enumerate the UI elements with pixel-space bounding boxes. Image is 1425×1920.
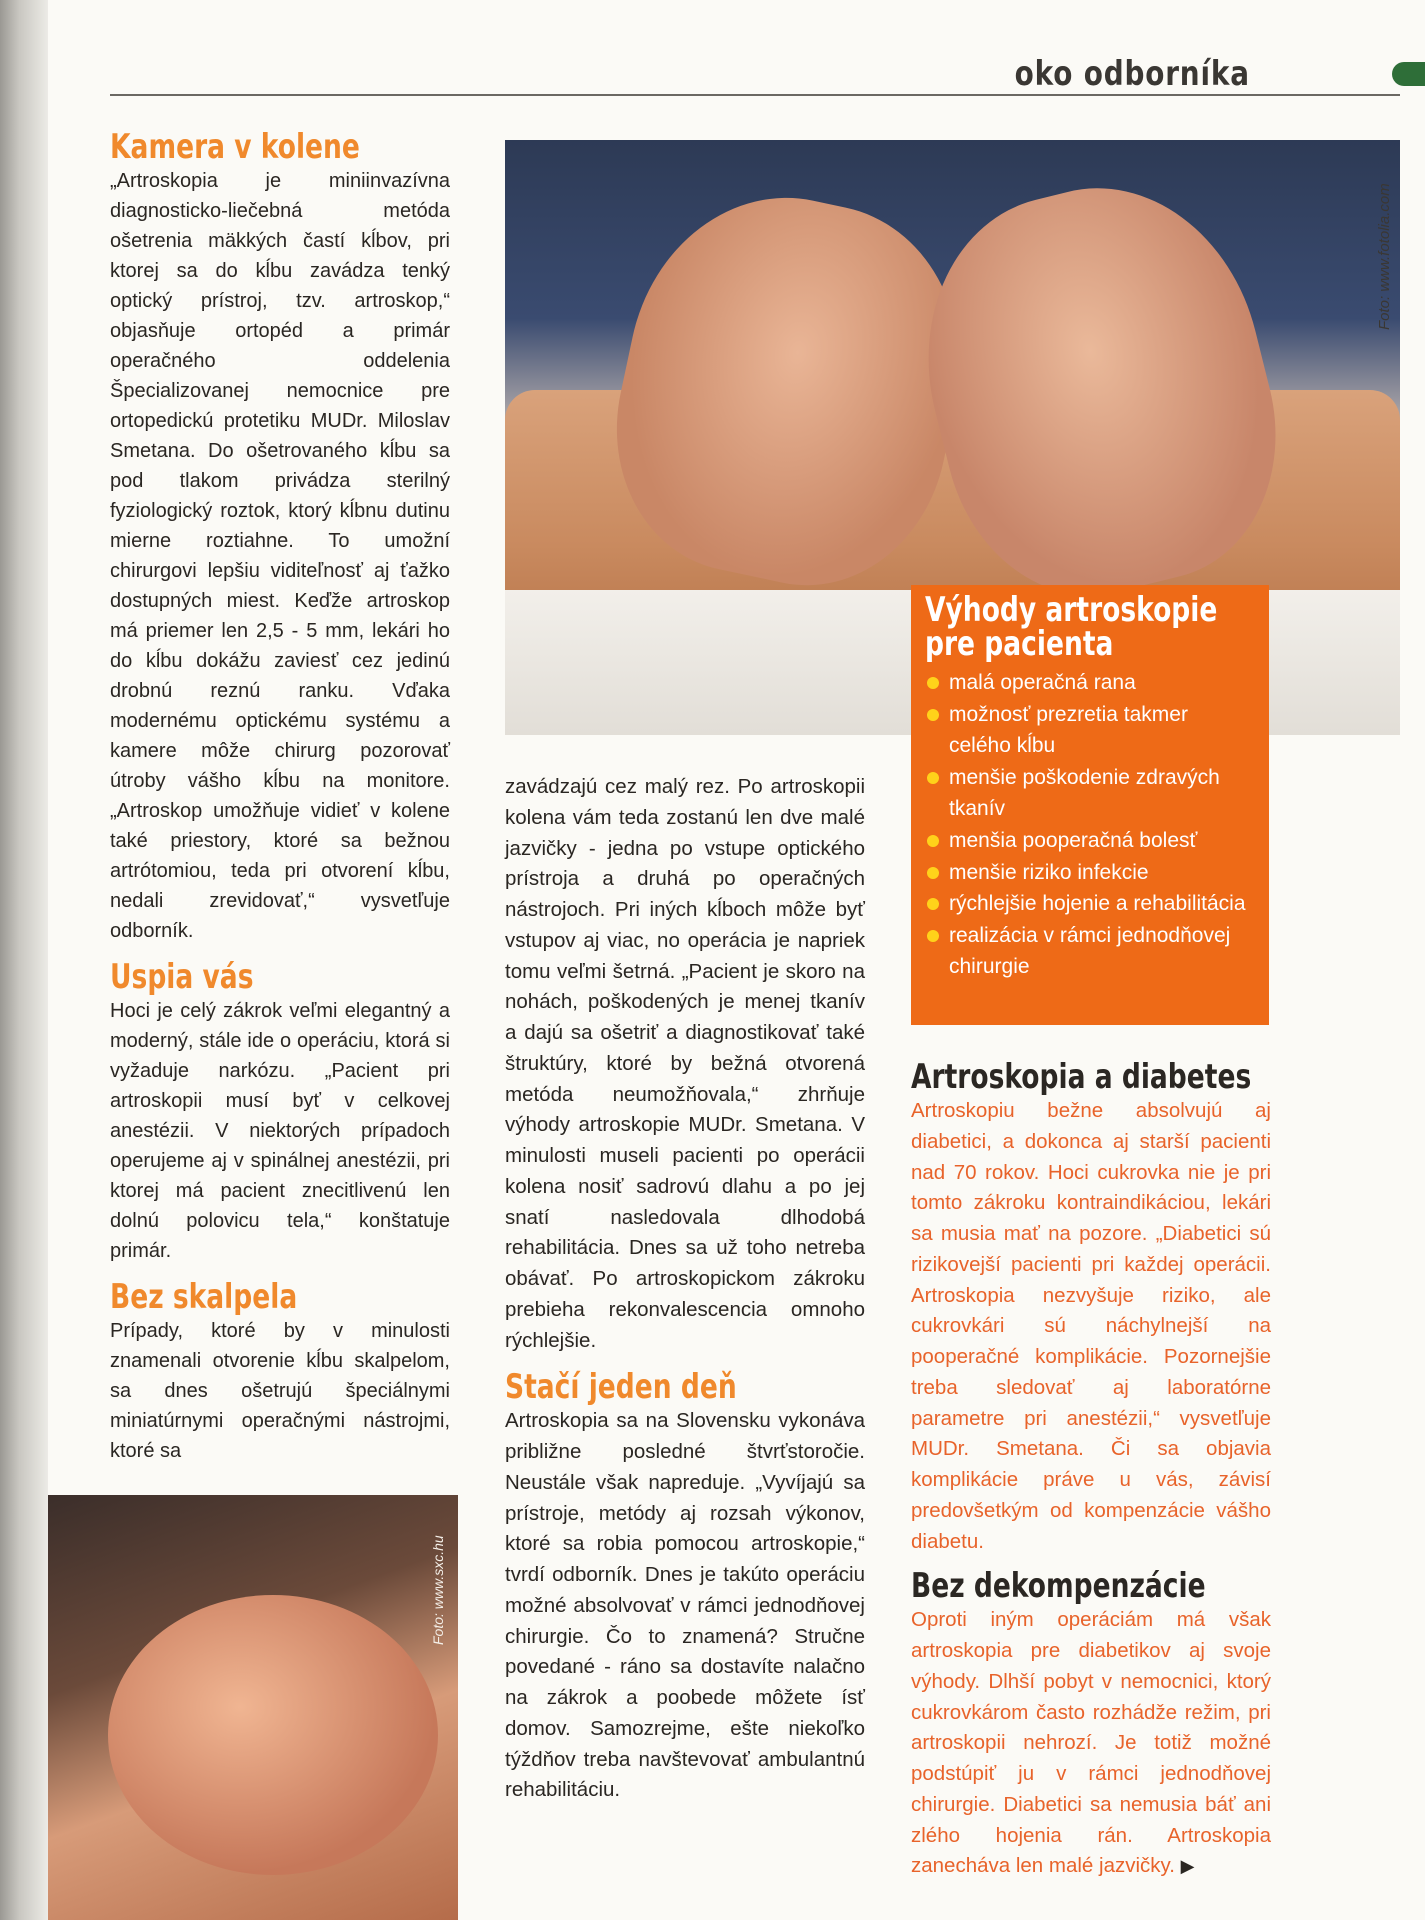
- continue-arrow-icon: ▶: [1180, 1856, 1195, 1877]
- photo-credit-top-text: Foto: www.fotolia.com: [1376, 183, 1393, 330]
- photo-credit-bottom: Foto: www.sxc.hu: [430, 1535, 446, 1645]
- paragraph: „Artroskopia je miniinvazívna diagnosticko-liečebná metóda ošetrenia mäkkých častí kĺbov, pri ktorej sa do kĺbu zavádza tenký optický prístroj, tzv. artroskop,“ objasňuje ortopéd a primár operačného oddelenia Špecializovanej nemocnice pre ortopedickú protetiku MUDr. Miloslav Smetana. Do ošetrovaného kĺbu sa pod tlakom privádza sterilný fyziologický roztok, ktorý kĺbnu dutinu mierne roztiahne. To umožní chirurgovi lepšiu viditeľnosť aj ťažko dostupných miest. Keďže artroskop má priemer len 2,5 - 5 mm, lekári ho do kĺbu dokážu zaviesť cez jedinú drobnú reznú ranku. Vďaka modernému optickému systému a kamere môže chirurg pozorovať útroby vášho kĺbu na monitore. „Artroskop umožňuje vidieť v kolene také priestory, ktoré sa bežnou artrótomiou, teda pri otvorení kĺbu, nedali zrevidovať,“ vysvetľuje odborník.: [110, 170, 450, 942]
- page-header: [110, 52, 1400, 96]
- photo-credit-top: [1376, 140, 1398, 330]
- photo-knees: [48, 1495, 458, 1920]
- header-rule: [110, 94, 1400, 96]
- photo-knee-shape: [108, 1595, 438, 1875]
- section-title: oko odborníka: [1014, 54, 1250, 94]
- benefits-box: [911, 585, 1269, 1025]
- page-spine-shadow: [0, 0, 48, 1920]
- paragraph-text: Oproti iným operáciám má však artroskopia pre diabetikov aj svoje výhody. Dlhší pobyt v nemocnici, ktorý cukrovkárom často rozhádže režim, pri artroskopii nehrozí. Je totiž možné podstúpiť ju v rámci jednodňovej chirurgie. Diabetici sa nemusia báť ani zlého hojenia rán. Artroskopia zanecháva len malé jazvičky.: [911, 1608, 1271, 1878]
- benefit-item: možnosť prezretia takmer celého kĺbu: [925, 699, 1255, 762]
- column-3: [911, 1048, 1271, 1892]
- benefit-item: realizácia v rámci jednodňovej chirurgie: [925, 920, 1255, 983]
- column-1: [110, 128, 450, 1476]
- heading-bez-dekompenzacie: Bez dekompenzácie: [911, 1566, 1206, 1607]
- paragraph: Hoci je celý zákrok veľmi elegantný a moderný, stále ide o operáciu, ktorá si vyžaduje narkózu. „Pacient pri artroskopii musí byť v celkovej anestézii. V niektorých prípadoch operujeme aj v spinálnej anestézii, pri ktorej má pacient znecitlivenú len dolnú polovicu tela,“ konštatuje primár.: [110, 1000, 450, 1262]
- benefits-list: [925, 667, 1255, 983]
- paragraph: Artroskopiu bežne absolvujú aj diabetici, a dokonca aj starší pacienti nad 70 rokov. Hoci cukrovka nie je pri tomto zákroku kontraindikáciou, lekári sa musia mať na pozore. „Diabetici sú rizikovejší pacienti pri každej operácii. Artroskopia nezvyšuje riziko, ale cukrovkári sú náchylnejší na pooperačné komplikácie. Pozornejšie treba sledovať aj laboratórne parametre pri anestézii,“ vysvetľuje MUDr. Smetana. Či sa objavia komplikácie práve u vás, závisí predovšetkým od kompenzácie vášho diabetu.: [911, 1099, 1271, 1553]
- paragraph: Artroskopia sa na Slovensku vykonáva približne posledné štvrťstoročie. Neustále však napreduje. „Vyvíjajú sa prístroje, metódy aj rozsah výkonov, ktoré sa robia pomocou artroskopie,“ tvrdí odborník. Dnes je takúto operáciu možné absolvovať v rámci jednodňovej chirurgie. Čo to znamená? Stručne povedané - ráno sa dostavíte nalačno na zákrok a poobede môžete ísť domov. Samozrejme, ešte niekoľko týždňov treba navštevovať ambulantnú rehabilitáciu.: [505, 1409, 865, 1802]
- benefit-item: menšie poškodenie zdravých tkanív: [925, 762, 1255, 825]
- heading-bez-skalpela: Bez skalpela: [110, 1277, 298, 1317]
- heading-uspia-vas: Uspia vás: [110, 957, 254, 997]
- section-accent-bar: [1392, 62, 1425, 86]
- paragraph-last: [911, 1605, 1271, 1882]
- heading-artroskopia-a-diabetes: Artroskopia a diabetes: [911, 1057, 1252, 1097]
- benefit-item: menšie riziko infekcie: [925, 857, 1255, 889]
- benefit-item: malá operačná rana: [925, 667, 1255, 699]
- benefit-item: rýchlejšie hojenie a rehabilitácia: [925, 888, 1255, 920]
- heading-staci-jeden-den: Stačí jeden deň: [505, 1367, 737, 1408]
- benefit-item: menšia pooperačná bolesť: [925, 825, 1255, 857]
- paragraph: zavádzajú cez malý rez. Po artroskopii kolena vám teda zostanú len dve malé jazvičky - jedna po vstupe optického prístroja a druhá po operačných nástrojoch. Pri iných kĺboch môže byť vstupov aj viac, no operácia je napriek tomu veľmi šetrná. „Pacient je skoro na nohách, poškodených je menej tkanív a dajú sa ošetriť a diagnostikovať také štruktúry, ktoré by bežná otvorená metóda neumožňovala,“ zhrňuje výhody artroskopie MUDr. Smetana. V minulosti museli pacienti po operácii kolena nosiť sadrovú dlahu a po jej snatí nasledovala dlhodobá rehabilitácia. Dnes sa už toho netreba obávať. Po artroskopickom zákroku prebieha rekonvalescencia omnoho rýchlejšie.: [505, 775, 865, 1352]
- heading-kamera-v-kolene: Kamera v kolene: [110, 127, 360, 167]
- benefits-title: Výhody artroskopie pre pacienta: [925, 590, 1218, 664]
- column-2: [505, 772, 865, 1816]
- paragraph: Prípady, ktoré by v minulosti znamenali otvorenie kĺbu skalpelom, sa dnes ošetrujú špeciálnymi miniatúrnymi operačnými nástrojmi, ktoré sa: [110, 1320, 450, 1462]
